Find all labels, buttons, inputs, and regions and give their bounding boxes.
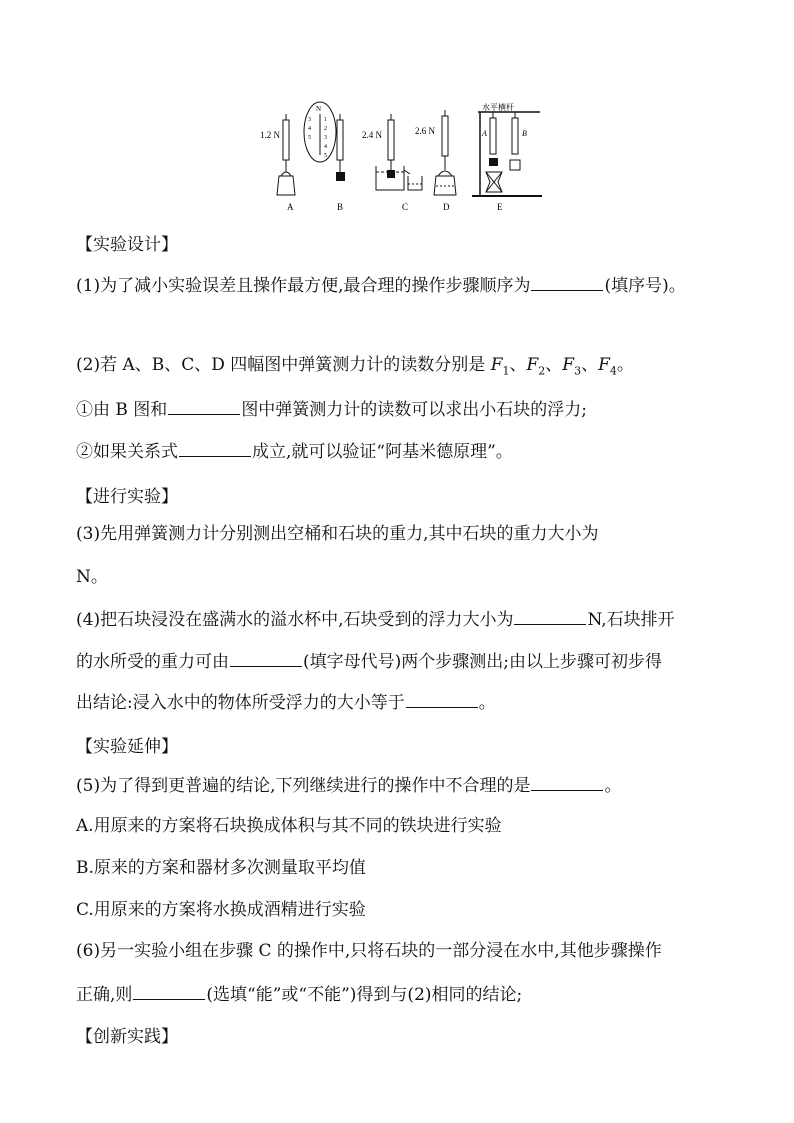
q2b-blank[interactable] — [179, 438, 251, 457]
question-2a: ①由 B 图和 图中弹簧测力计的读数可以求出小石块的浮力; — [76, 396, 587, 422]
reading-d: 2.6 N — [415, 126, 435, 136]
ruler-unit: N — [316, 105, 322, 113]
q6-blank[interactable] — [133, 981, 205, 1000]
section-innovate: 【创新实践】 — [76, 1027, 178, 1047]
step-e-diagram — [472, 102, 542, 212]
stand-label-a: A — [482, 129, 487, 138]
section-design: 【实验设计】 — [76, 235, 178, 255]
reading-a: 1.2 N — [260, 130, 280, 140]
question-2: (2)若 A、B、C、D 四幅图中弹簧测力计的读数分别是 $F_1$、$F_2$、$F_3$、$F_4$。 — [76, 355, 634, 378]
q4-blank-2[interactable] — [230, 648, 302, 667]
step-d-diagram — [415, 110, 456, 212]
question-2b: ②如果关系式 成立,就可以验证“阿基米德原理”。 — [76, 438, 513, 464]
svg-text:4: 4 — [308, 126, 311, 132]
q4-blank-3[interactable] — [406, 689, 478, 708]
step-a-diagram — [260, 114, 295, 212]
svg-text:2: 2 — [324, 126, 327, 132]
svg-text:5: 5 — [324, 153, 327, 159]
q1-blank[interactable] — [531, 272, 603, 291]
step-label-b: B — [337, 202, 344, 212]
experiment-figure — [250, 100, 550, 220]
svg-text:4: 4 — [324, 144, 327, 150]
step-c-diagram — [362, 114, 422, 212]
step-label-a: A — [287, 202, 294, 212]
question-5: (5)为了得到更普遍的结论,下列继续进行的操作中不合理的是 。 — [76, 772, 621, 798]
q4-blank-1[interactable] — [514, 606, 586, 625]
reading-c: 2.4 N — [362, 130, 382, 140]
question-3-line1: (3)先用弹簧测力计分别测出空桶和石块的重力,其中石块的重力大小为 — [76, 524, 599, 544]
svg-text:1: 1 — [324, 117, 327, 123]
option-a: A.用原来的方案将石块换成体积与其不同的铁块进行实验 — [76, 816, 502, 836]
question-1: (1)为了减小实验误差且操作最方便,最合理的操作步骤顺序为 (填序号)。 — [76, 272, 686, 298]
svg-text:3: 3 — [324, 135, 327, 141]
option-c: C.用原来的方案将水换成酒精进行实验 — [76, 900, 366, 920]
section-conduct: 【进行实验】 — [76, 487, 178, 507]
question-4-line2: 的水所受的重力可由 (填字母代号)两个步骤测出;由以上步骤可初步得 — [76, 648, 662, 674]
question-4-line3: 出结论:浸入水中的物体所受浮力的大小等于 。 — [76, 689, 496, 715]
question-6-line1: (6)另一实验小组在步骤 C 的操作中,只将石块的一部分浸在水中,其他步骤操作 — [76, 941, 662, 961]
stand-label-b: B — [522, 129, 527, 138]
q5-blank[interactable] — [531, 772, 603, 791]
question-3-line2: N。 — [76, 567, 108, 587]
svg-text:5: 5 — [308, 135, 311, 141]
svg-text:3: 3 — [308, 117, 311, 123]
bar-label: 水平横杆 — [482, 103, 514, 112]
step-b-diagram — [336, 114, 345, 212]
question-4-line1: (4)把石块浸没在盛满水的溢水杯中,石块受到的浮力大小为 N,石块排开 — [76, 606, 675, 632]
option-b: B.原来的方案和器材多次测量取平均值 — [76, 858, 366, 878]
section-extend: 【实验延伸】 — [76, 737, 178, 757]
step-label-d: D — [443, 202, 450, 212]
question-6-line2: 正确,则 (选填“能”或“不能”)得到与(2)相同的结论; — [76, 981, 522, 1007]
step-label-c: C — [402, 202, 409, 212]
magnified-scale — [304, 102, 336, 162]
q2a-blank[interactable] — [168, 396, 240, 415]
step-label-e: E — [497, 202, 503, 212]
